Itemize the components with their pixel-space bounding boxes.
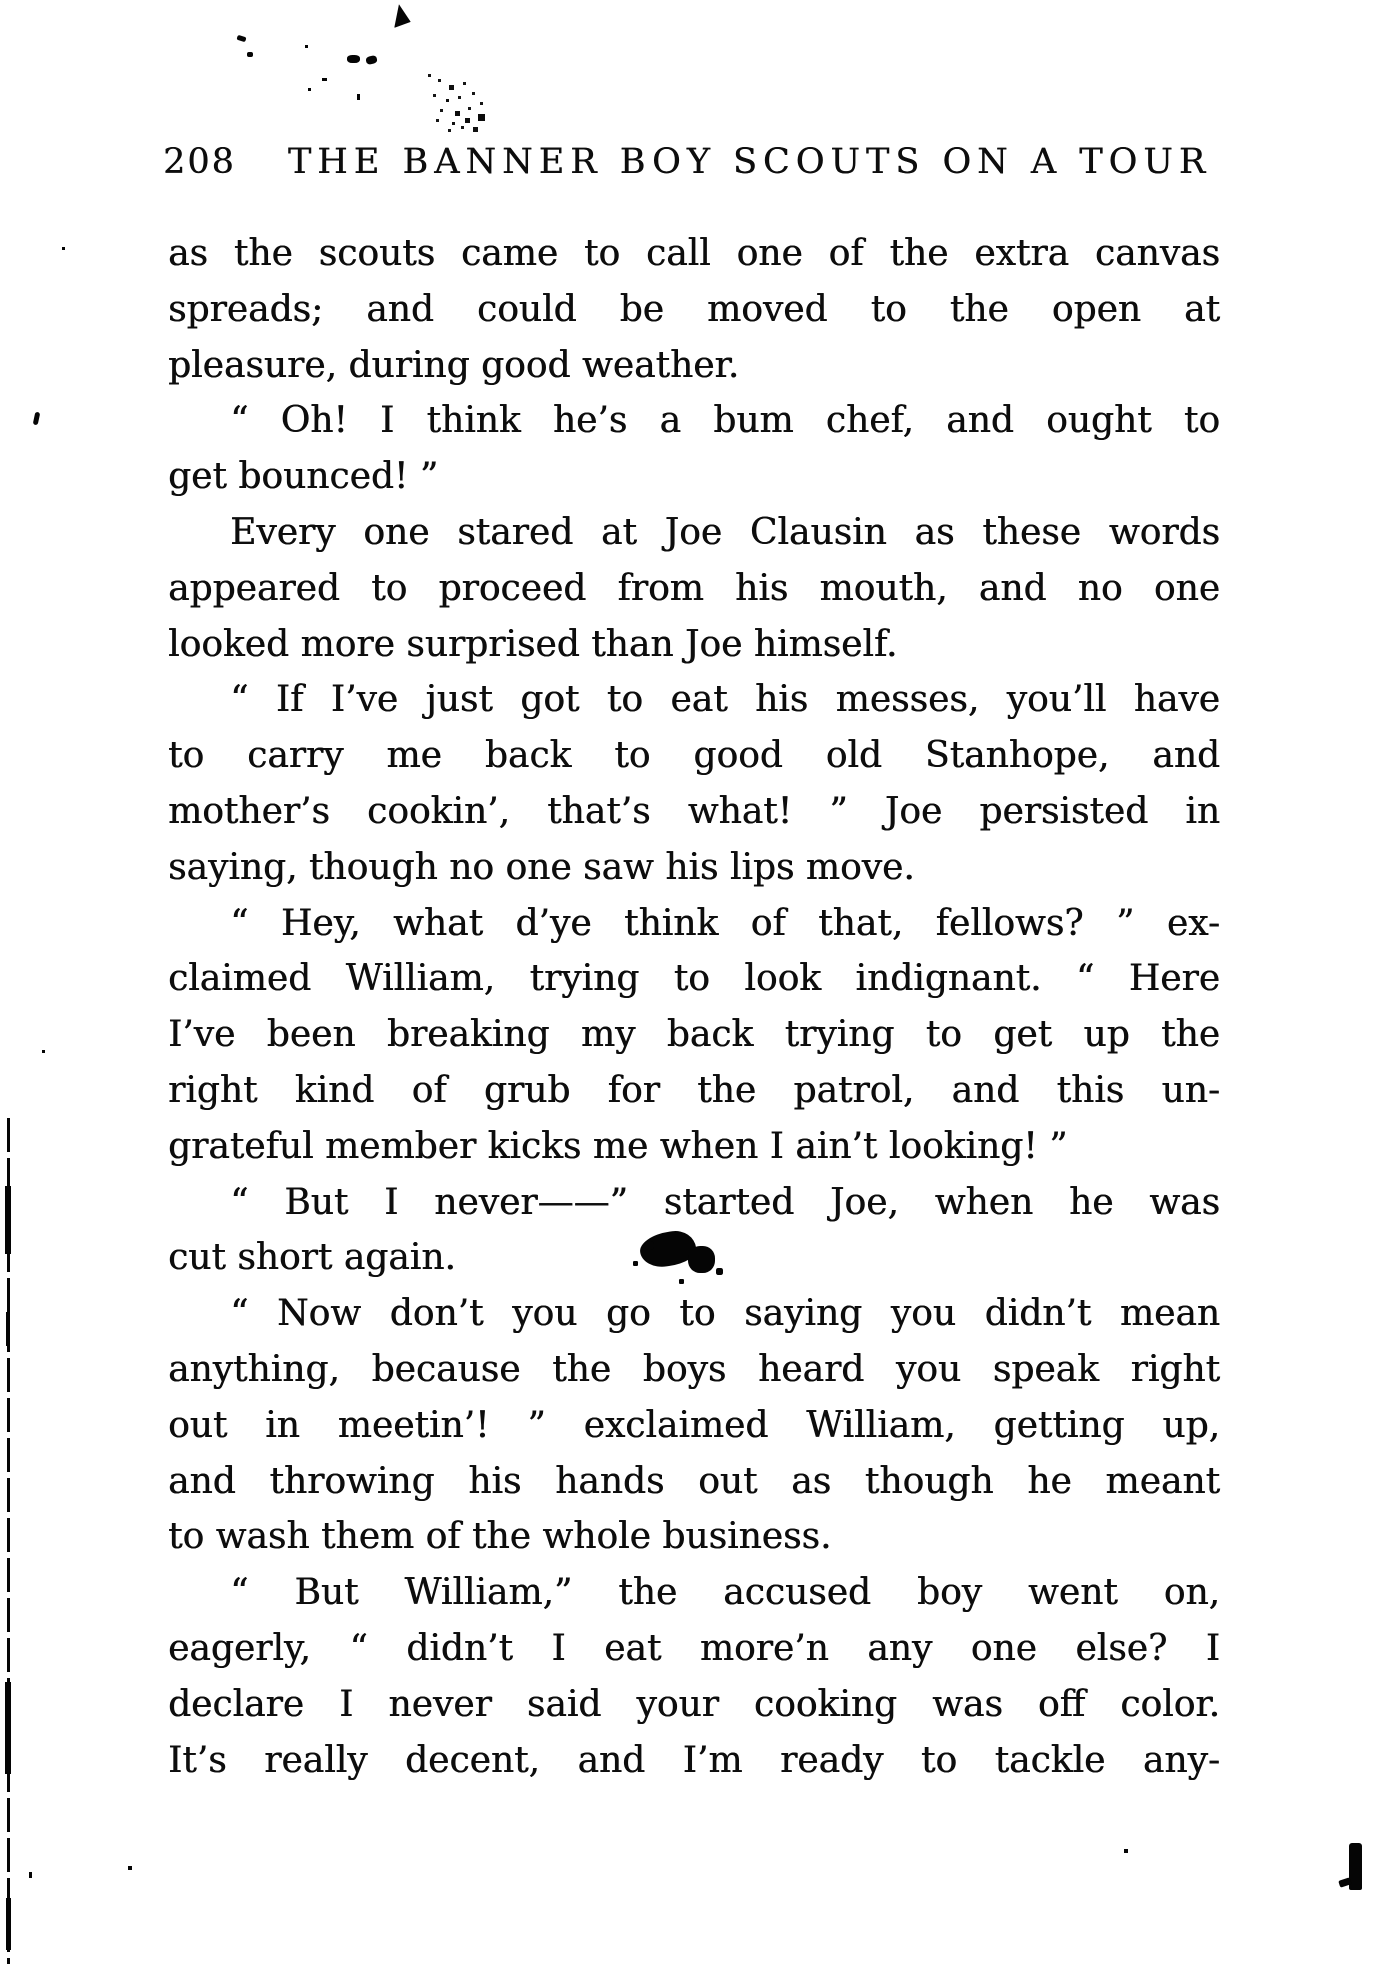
ink-speck bbox=[365, 55, 378, 65]
text-line: to wash them of the whole business. bbox=[168, 1516, 832, 1558]
text-line: “ Now don’t you go to saying you didn’t mean bbox=[230, 1293, 1220, 1335]
ink-speck bbox=[357, 94, 360, 100]
ink-speck bbox=[236, 35, 246, 43]
ink-speck bbox=[308, 88, 311, 91]
text-line: “ Hey, what d’ye think of that, fellows? ” ex- bbox=[230, 902, 1220, 944]
text-line: out in meetin’! ” exclaimed William, getting up, bbox=[168, 1404, 1220, 1446]
text-line: It’s really decent, and I’m ready to tackle any- bbox=[168, 1739, 1220, 1781]
ink-speck bbox=[42, 1050, 45, 1053]
ink-speck bbox=[322, 78, 327, 81]
running-head bbox=[163, 141, 1223, 183]
page-number: 208 bbox=[163, 142, 236, 182]
text-line: “ If I’ve just got to eat his messes, you’ll have bbox=[230, 679, 1220, 721]
ink-speck bbox=[62, 247, 65, 250]
scan-edge-line bbox=[6, 1898, 11, 1950]
text-line: and throwing his hands out as though he meant bbox=[168, 1460, 1220, 1502]
text-line: grateful member kicks me when I ain’t looking! ” bbox=[168, 1125, 1068, 1167]
scan-edge-line bbox=[6, 1312, 10, 1346]
ink-speck-cluster bbox=[428, 74, 431, 77]
text-line: “ Oh! I think he’s a bum chef, and ought to bbox=[230, 400, 1220, 442]
text-line: cut short again. bbox=[168, 1237, 456, 1279]
text-line: Every one stared at Joe Clausin as these words bbox=[230, 511, 1220, 553]
page-title: THE BANNER BOY SCOUTS ON A TOUR bbox=[287, 142, 1212, 182]
text-line: anything, because the boys heard you speak right bbox=[168, 1348, 1220, 1390]
text-line: to carry me back to good old Stanhope, and bbox=[168, 735, 1220, 777]
ink-speck bbox=[128, 1866, 132, 1870]
ink-speck bbox=[1124, 1849, 1128, 1853]
scan-edge-line bbox=[5, 1682, 11, 1774]
text-line: appeared to proceed from his mouth, and no one bbox=[168, 567, 1220, 609]
ink-speck bbox=[29, 1872, 32, 1878]
text-line: spreads; and could be moved to the open at bbox=[168, 288, 1220, 330]
text-line: mother’s cookin’, that’s what! ” Joe persisted in bbox=[168, 790, 1220, 832]
text-line: “ But I never——” started Joe, when he was bbox=[230, 1181, 1220, 1223]
ink-speck bbox=[247, 52, 253, 57]
margin-mark bbox=[33, 412, 41, 426]
text-line: saying, though no one saw his lips move. bbox=[168, 846, 915, 888]
ink-speck bbox=[305, 45, 308, 48]
text-line: “ But William,” the accused boy went on, bbox=[230, 1572, 1220, 1614]
body-text bbox=[168, 226, 1220, 1788]
text-line: get bounced! ” bbox=[168, 456, 439, 498]
text-line: eagerly, “ didn’t I eat more’n any one else? I bbox=[168, 1627, 1220, 1669]
text-line: declare I never said your cooking was off color. bbox=[168, 1683, 1220, 1725]
text-line: right kind of grub for the patrol, and this un- bbox=[168, 1069, 1220, 1111]
text-line: looked more surprised than Joe himself. bbox=[168, 623, 898, 665]
text-line: as the scouts came to call one of the extra canvas bbox=[168, 233, 1220, 274]
text-line: pleasure, during good weather. bbox=[168, 344, 740, 386]
scan-edge-line bbox=[5, 1186, 11, 1254]
text-line: claimed William, trying to look indignant. “ Here bbox=[168, 958, 1220, 1000]
ink-blob-top bbox=[392, 3, 411, 28]
ink-speck bbox=[347, 55, 360, 63]
text-line: I’ve been breaking my back trying to get up the bbox=[168, 1014, 1220, 1056]
